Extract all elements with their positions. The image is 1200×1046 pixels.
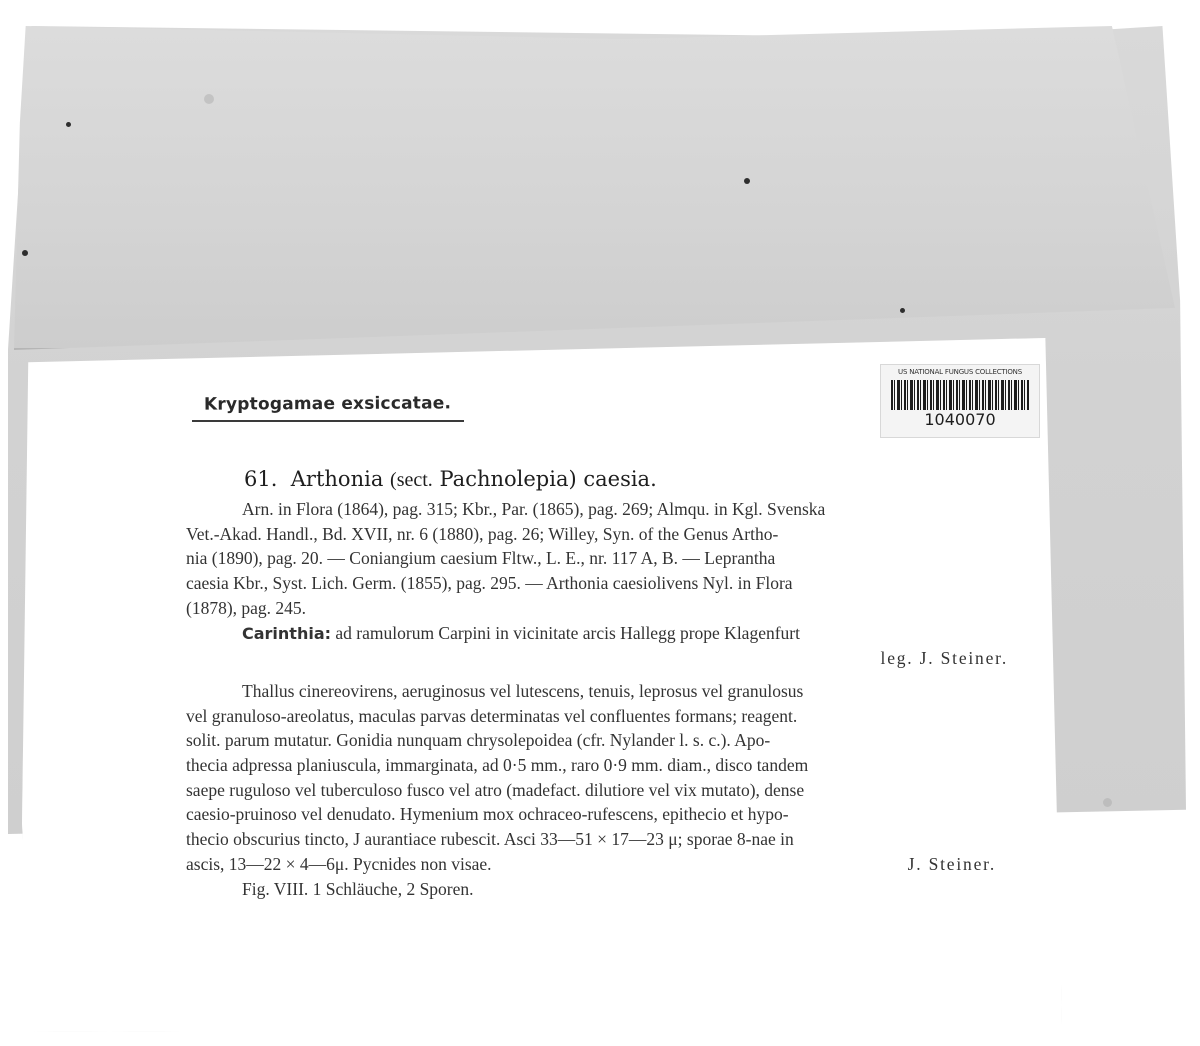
paragraph-gap <box>186 671 1036 679</box>
paper-spot <box>66 122 71 127</box>
citation-line: nia (1890), pag. 20. — Coniangium caesium Fltw., L. E., nr. 117 A, B. — Leprantha <box>186 548 776 569</box>
barcode-bars <box>891 380 1029 410</box>
label-text <box>186 462 1036 901</box>
description-line: thecia adpressa planiuscula, immarginata, ad 0·5 mm., raro 0·9 mm. diam., disco tandem <box>186 755 809 776</box>
description-line: Thallus cinereovirens, aeruginosus vel lutescens, tenuis, leprosus vel granulosus <box>242 680 804 701</box>
citation-line: Arn. in Flora (1864), pag. 315; Kbr., Par. (1865), pag. 269; Almqu. in Kgl. Svenska <box>242 499 826 519</box>
barcode-number: 1040070 <box>924 410 996 429</box>
locality-text: ad ramulorum Carpini in vicinitate arcis Hallegg prope Klagenfurt <box>335 622 800 643</box>
description-line: caesio-pruinoso vel denudato. Hymenium mox ochraceo-rufescens, epithecio et hypo- <box>186 804 789 825</box>
paper-spot <box>900 308 905 313</box>
entry-species: caesia. <box>583 467 657 491</box>
series-header: Kryptogamae exsiccatae. <box>203 393 452 415</box>
figure-caption: Fig. VIII. 1 Schläuche, 2 Sporen. <box>242 878 474 899</box>
description-line: saepe ruguloso vel tuberculoso fusco vel atro (madefact. dilutiore vel vix mutato), dense <box>186 779 805 800</box>
locality-line <box>186 621 1036 647</box>
locality-collector: leg. J. Steiner. <box>880 648 1008 669</box>
paper-spot <box>22 250 28 256</box>
citation-line: caesia Kbr., Syst. Lich. Germ. (1855), pag. 295. — Arthonia caesiolivens Nyl. in Flora <box>186 573 793 594</box>
entry-genus: Arthonia <box>290 467 384 491</box>
paper-spot <box>204 94 214 104</box>
barcode-collection: US NATIONAL FUNGUS COLLECTIONS <box>898 368 1022 376</box>
description-last-line <box>186 852 1036 877</box>
entry-section: (sect. <box>390 469 433 491</box>
citation-line: Vet.-Akad. Handl., Bd. XVII, nr. 6 (1880), pag. 26; Willey, Syn. of the Genus Artho- <box>186 523 779 544</box>
paper-spot <box>1103 798 1112 807</box>
locality-region: Carinthia: <box>242 623 332 643</box>
header-underline <box>192 420 464 422</box>
packet-flap <box>14 26 1182 350</box>
description-author: J. Steiner. <box>907 853 996 874</box>
entry-number: 61. <box>244 467 278 491</box>
description-line: solit. parum mutatur. Gonidia nunquam chrysolepoidea (cfr. Nylander l. s. c.). Apo- <box>186 730 771 751</box>
entry-section-name: Pachnolepia) <box>439 467 577 491</box>
paper-spot <box>744 178 750 184</box>
entry-title <box>186 462 1036 497</box>
description-line: thecio obscurius tincto, J aurantiace rubescit. Asci 33—51 × 17—23 μ; sporae 8-nae in <box>186 829 794 850</box>
barcode-label <box>880 364 1040 438</box>
description-line: vel granuloso-areolatus, maculas parvas determinatas vel confluentes formans; reagent. <box>186 705 798 726</box>
description-line: ascis, 13—22 × 4—6μ. Pycnides non visae. <box>186 853 492 874</box>
citation-line: (1878), pag. 245. <box>186 597 307 618</box>
